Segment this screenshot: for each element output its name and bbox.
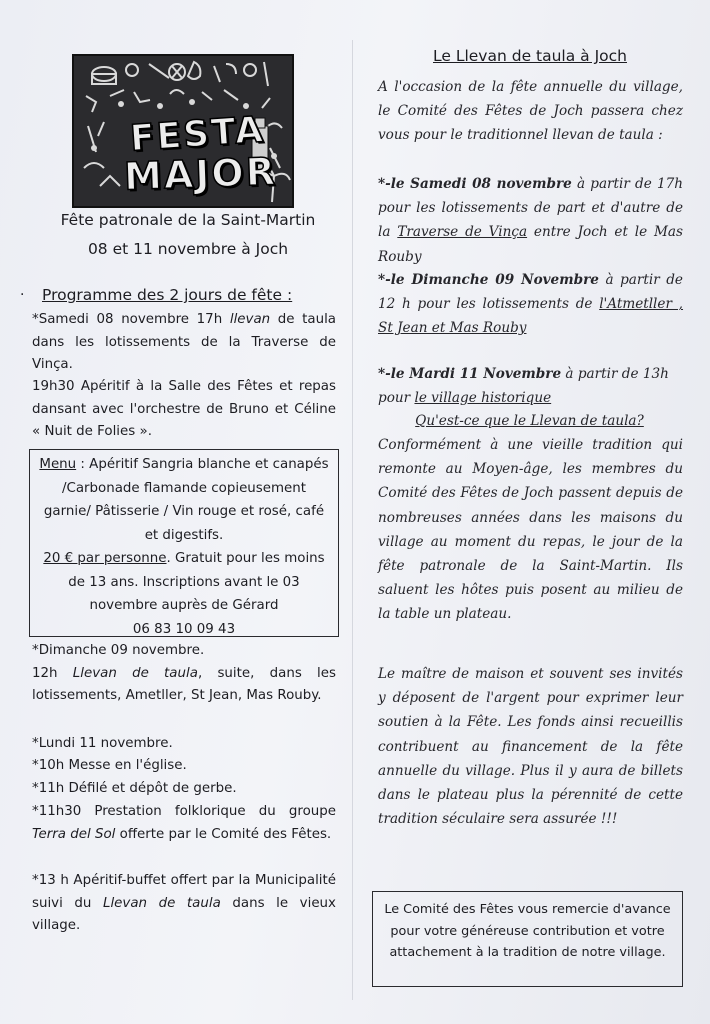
visit-mardi-place: le village historique: [414, 390, 552, 407]
menu-conditions: . Gratuit pour les moins de 13 ans. Inscriptions avant le 03 novembre auprès de Gérard: [68, 551, 325, 613]
visit-dimanche-heading: *-le Dimanche 09 Novembre: [378, 272, 599, 288]
menu-price: 20 € par personne: [43, 551, 167, 566]
thanks-text: Le Comité des Fêtes vous remercie d'avance pour votre généreuse contribution et votre attachement à la tradition de notre village.: [384, 902, 671, 960]
folklore-paragraph: [32, 801, 336, 846]
dimanche-llevan: Llevan de taula: [72, 665, 198, 681]
event-dates: 08 et 11 novembre à Joch: [87, 240, 289, 258]
dimanche-text: , suite, dans les lotissements, Ametller, St Jean, Mas Rouby.: [32, 665, 336, 703]
dimanche-time: 12h: [32, 665, 73, 681]
menu-text: [38, 453, 330, 547]
visit-samedi-tail: entre Joch et le Mas Rouby: [378, 224, 684, 265]
visit-samedi-place: Traverse de Vinça: [397, 224, 528, 241]
event-title: Fête patronale de la Saint-Martin: [60, 211, 316, 229]
soiree-repas: repas dansant: [32, 379, 336, 417]
festa-major-logo: [72, 54, 294, 208]
menu-price-line: [38, 547, 330, 618]
visit-samedi: [378, 172, 683, 269]
visit-mardi-heading: *-le Mardi 11 Novembre: [378, 366, 562, 382]
llevan-title: Le Llevan de taula à Joch: [433, 47, 627, 65]
buffet-llevan: Llevan de taula: [102, 895, 221, 911]
samedi-heading: *Samedi 08 novembre 17h: [32, 312, 223, 327]
folklore-start: *11h30 Prestation folklorique du groupe: [32, 804, 336, 819]
llevan-question: Qu'est-ce que le Llevan de taula?: [415, 413, 644, 429]
visit-mardi-text: à partir de 13h pour: [378, 366, 669, 407]
visit-dimanche-place: l'Atmetller , St Jean et Mas Rouby: [378, 296, 684, 337]
menu-box: [29, 449, 339, 637]
lundi-heading: *Lundi 11 novembre.: [32, 736, 173, 751]
dimanche-heading: *Dimanche 09 novembre.: [32, 643, 205, 658]
soiree-end: avec l'orchestre de Bruno et Céline « Nuit de Folies ».: [32, 401, 336, 439]
visit-mardi: [378, 362, 683, 410]
soiree-start: 19h30 Apéritif à la Salle des Fêtes et: [32, 379, 299, 394]
samedi-llevan: llevan: [229, 312, 271, 327]
folklore-end: offerte par le Comité des Fêtes.: [115, 826, 332, 842]
visit-samedi-text: à partir de 17h pour les lotissements de part et d'autre de la: [378, 176, 684, 241]
menu-phone: 06 83 10 09 43: [132, 621, 236, 637]
dimanche-paragraph: [32, 640, 336, 708]
llevan-explanation-2: Le maître de maison et souvent ses invités y déposent de l'argent pour exprimer leur soutien à la Fête. Les fonds ainsi recueillis contribuent au financement de la fête annuelle du village. Plus il y aura de billets dans le plateau plus la pérennité de cette tradition séculaire sera assurée !!!: [378, 666, 683, 828]
visit-dimanche: [378, 268, 683, 341]
menu-label: Menu: [39, 457, 77, 472]
samedi-text: de taula dans les lotissements de la Traverse de Vinça.: [32, 312, 337, 372]
buffet-end: dans le vieux village.: [32, 895, 336, 933]
buffet-start: *13 h Apéritif-buffet offert par la Municipalité suivi du: [32, 873, 336, 911]
bullet-mark: ·: [20, 287, 25, 303]
llevan-intro: A l'occasion de la fête annuelle du village, le Comité des Fêtes de Joch passera chez vous pour le traditionnel llevan de taula :: [378, 79, 683, 144]
column-divider: [352, 40, 353, 1000]
menu-items: : Apéritif Sangria blanche et canapés /Carbonade flamande copieusement garnie/ Pâtisserie / Vin rouge et rosé, café et digestifs.: [43, 457, 329, 543]
llevan-explanation-1: Conformément à une vieille tradition qui remonte au Moyen-âge, les membres du Comité des Fêtes de Joch passent depuis de nombreuses années dans les maisons du village au moment du repas, le jour de la fête patronale de la Saint-Martin. Ils saluent les hôtes puis posent au milieu de la table un plateau.: [378, 437, 683, 623]
visit-dimanche-text: à partir de 12 h pour les lotissements de: [378, 272, 683, 313]
buffet-paragraph: [32, 870, 336, 938]
folklore-group: Terra del Sol: [32, 826, 116, 842]
logo-word-major: MAJOR: [123, 149, 278, 199]
logo-word-festa: FESTA: [128, 109, 267, 160]
samedi-paragraph: [32, 309, 336, 377]
visit-samedi-heading: *-le Samedi 08 novembre: [378, 176, 572, 192]
messe-line: *10h Messe en l'église.: [32, 758, 187, 773]
programme-title: Programme des 2 jours de fête :: [42, 286, 293, 304]
defile-line: *11h Défilé et dépôt de gerbe.: [32, 781, 237, 796]
soiree-paragraph: [32, 376, 336, 444]
thanks-box: [372, 891, 683, 987]
